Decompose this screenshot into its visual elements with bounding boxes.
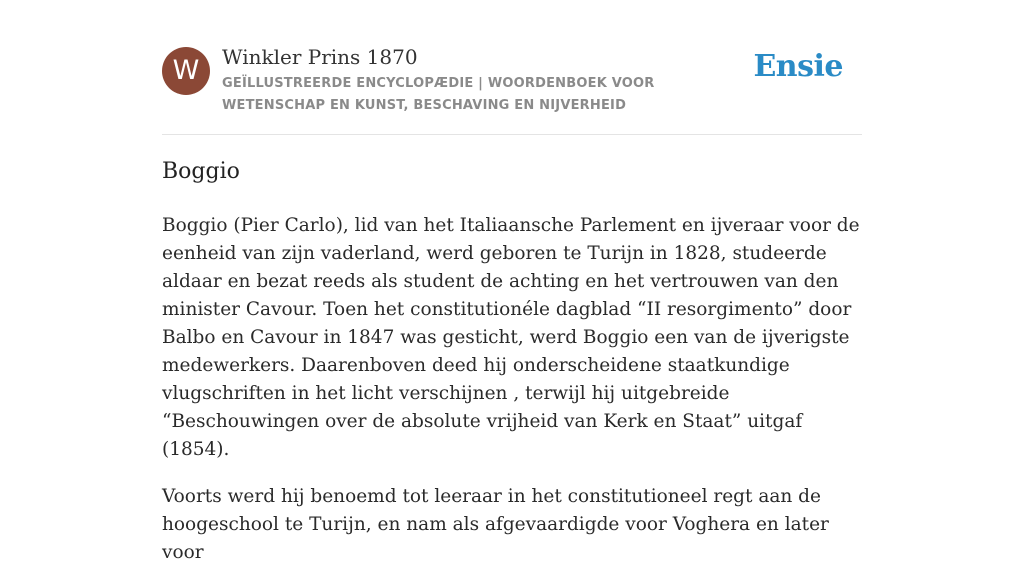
source-title[interactable]: Winkler Prins 1870 xyxy=(222,45,418,69)
source-subtitle: GEÏLLUSTREERDE ENCYCLOPÆDIE | WOORDENBOEK VOOR WETENSCHAP EN KUNST, BESCHAVING EN NIJVERHEID xyxy=(222,76,655,113)
article-paragraph: Voorts werd hij benoemd tot leeraar in het constitutioneel regt aan de hoogeschool te Turijn, en nam als afgevaardigde voor Voghera en later voor xyxy=(162,486,829,563)
source-avatar[interactable]: W xyxy=(162,47,210,95)
article-title: Boggio xyxy=(162,159,240,184)
source-header xyxy=(162,42,862,135)
article-body xyxy=(162,212,864,586)
article-paragraph: Boggio (Pier Carlo), lid van het Italiaansche Parlement en ijveraar voor de eenheid van zijn vaderland, werd geboren te Turijn in 1828, studeerde aldaar en bezat reeds als student de achting en het vertrouwen van den minister Cavour. Toen het constitutionéle dagblad “II resorgimento” door Balbo en Cavour in 1847 was gesticht, werd Boggio een van de ijverigste medewerkers. Daarenboven deed hij onderscheidene staatkundige vlugschriften in het licht verschijnen , terwijl hij uitgebreide “Beschouwingen over de absolute vrijheid van Kerk en Staat” uitgaf (1854). xyxy=(162,215,860,460)
ensie-logo[interactable]: Ensie xyxy=(753,49,843,84)
